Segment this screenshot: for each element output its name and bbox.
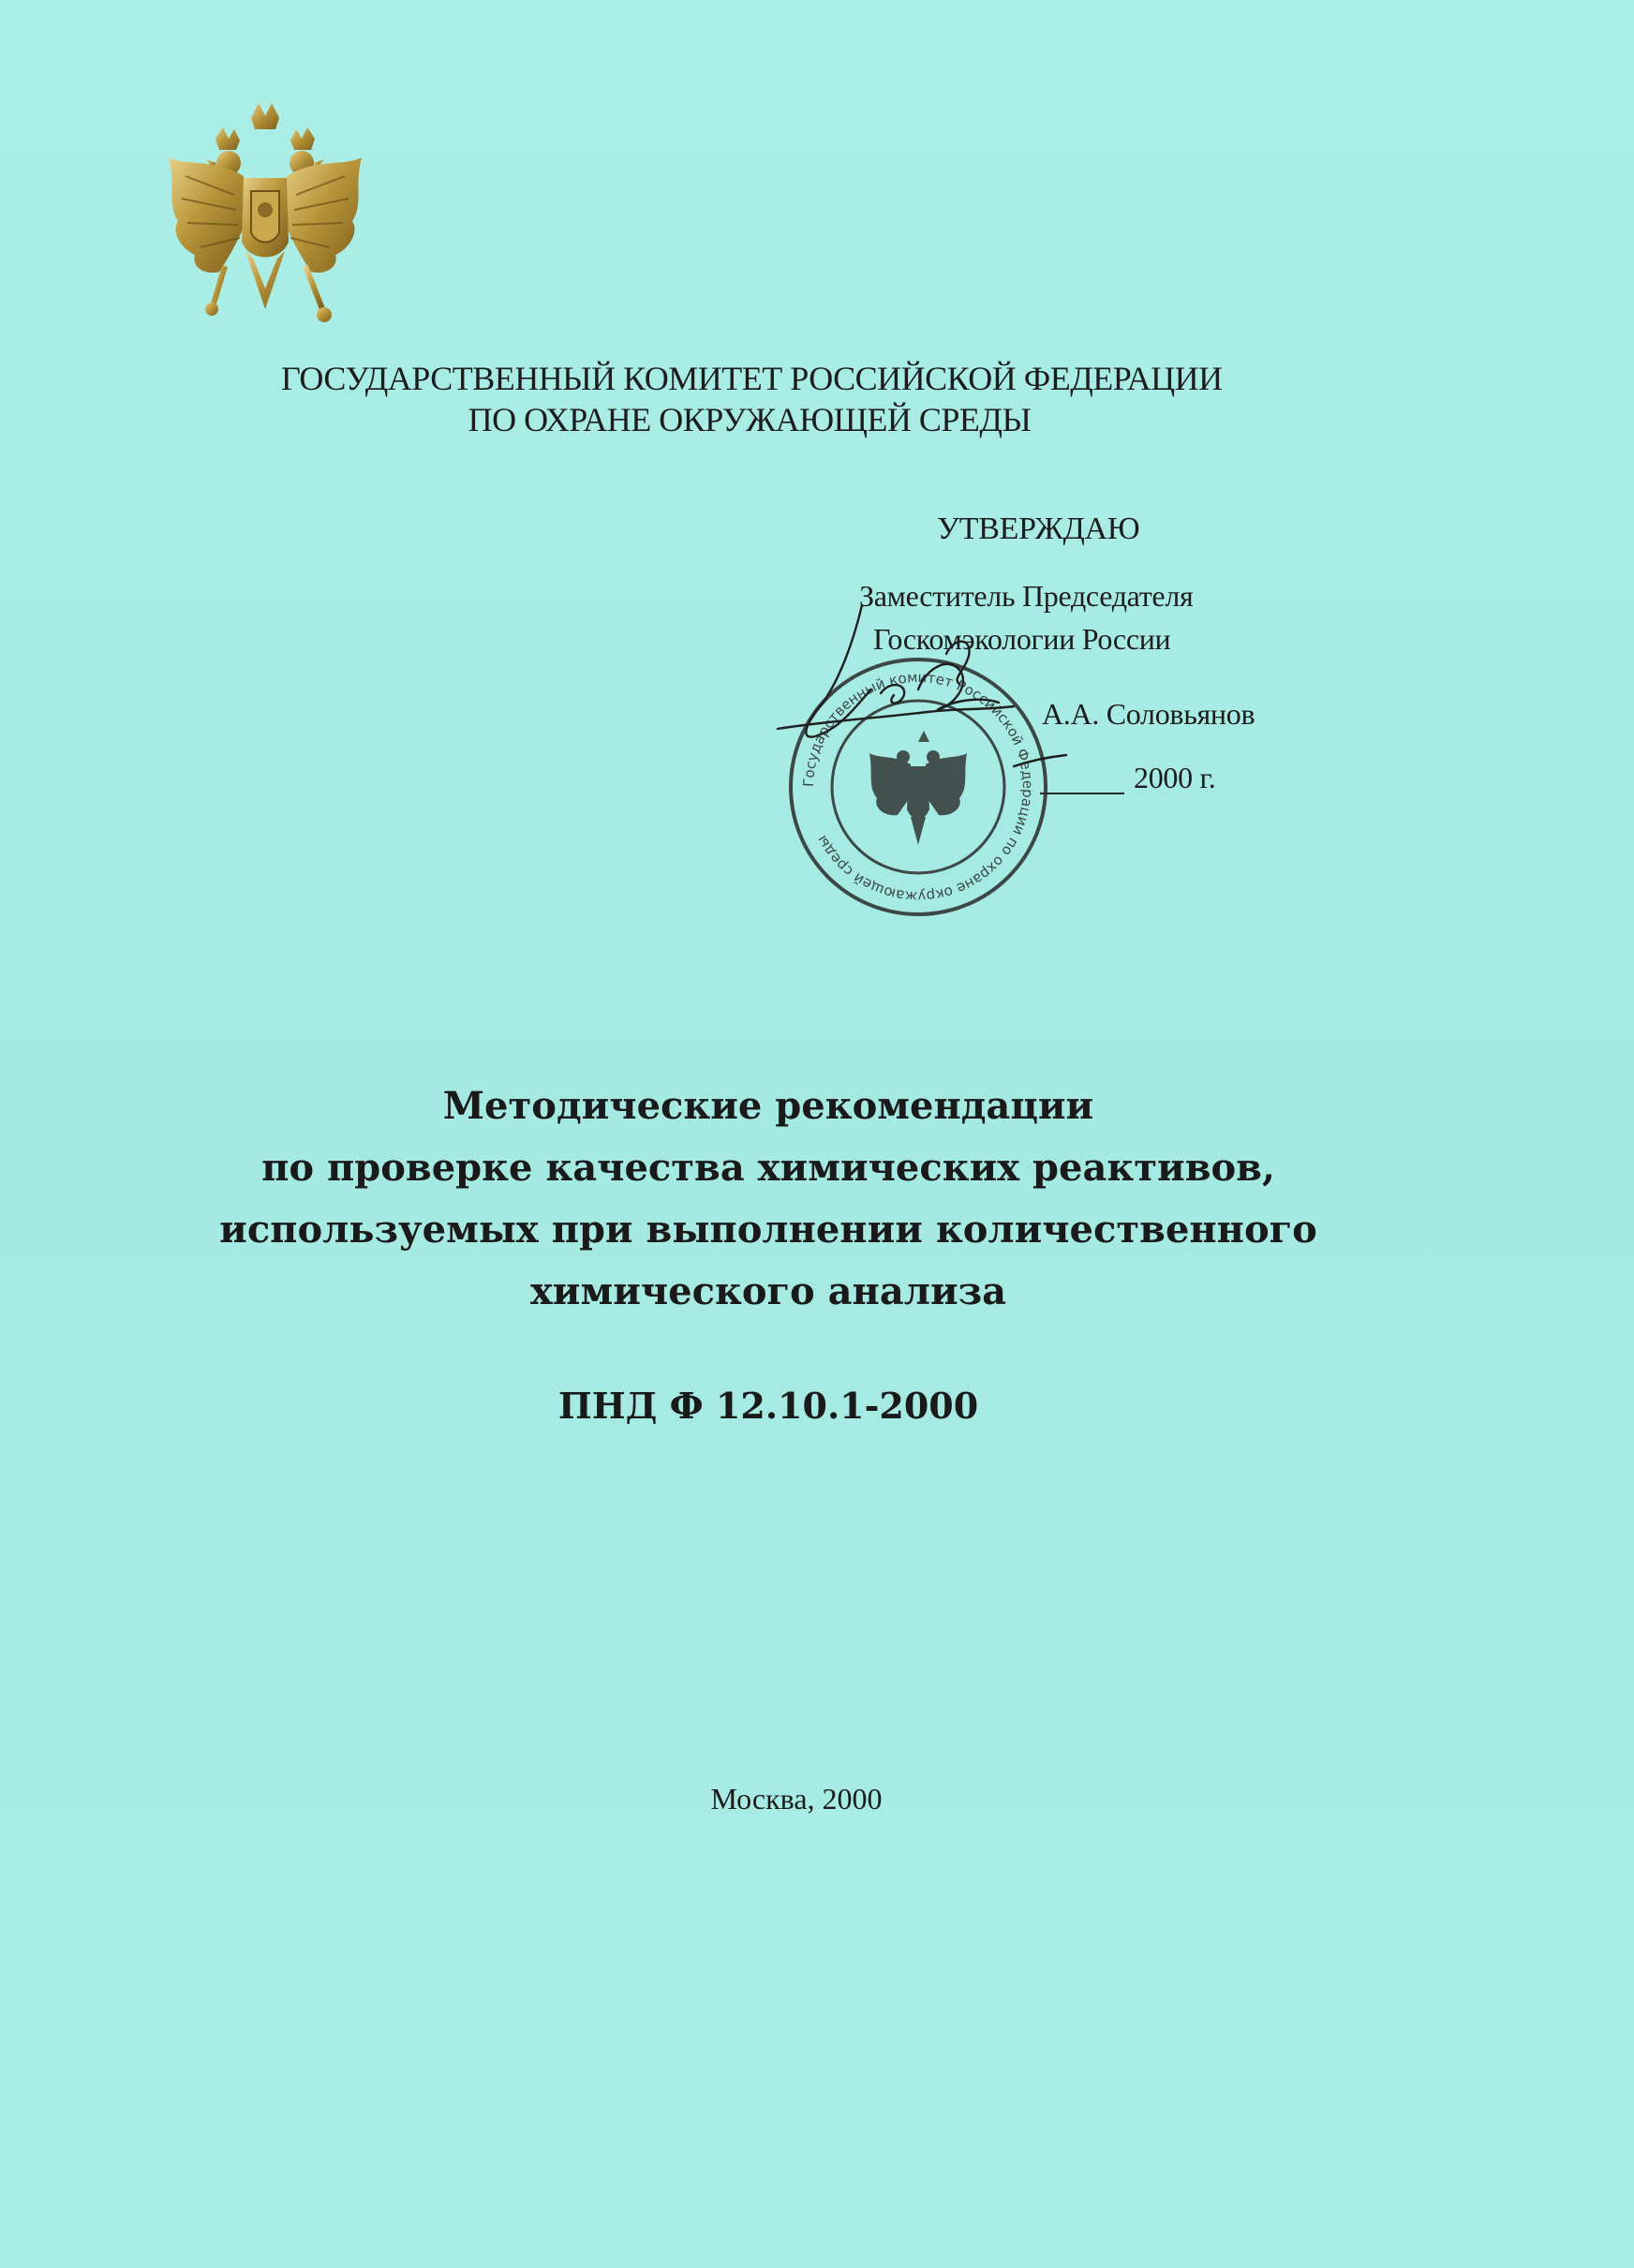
document-title-line-4: химического анализа	[529, 1269, 1007, 1313]
organization-name	[281, 358, 1223, 440]
handwritten-signature	[768, 600, 1068, 787]
coat-of-arms-emblem	[157, 101, 373, 324]
approver-position-line-1: Заместитель Председателя	[859, 579, 1194, 613]
approval-year: 2000 г.	[1134, 761, 1216, 794]
publication-place-year: Москва, 2000	[710, 1782, 883, 1816]
document-title-line-3: используемых при выполнении количественного	[219, 1208, 1317, 1252]
stamp-ring-text: Государственный комитет Российской Федерации по охране окружающей среды	[799, 668, 1037, 906]
document-code: ПНД Ф 12.10.1-2000	[557, 1385, 979, 1427]
approver-position-line-2: Госкомэкологии России	[873, 622, 1171, 656]
document-title	[187, 1075, 1349, 1323]
organization-line-2: ПО ОХРАНЕ ОКРУЖАЮЩЕЙ СРЕДЫ	[468, 401, 1032, 438]
document-title-line-2: по проверке качества химических реактивов,	[261, 1146, 1275, 1190]
organization-line-1: ГОСУДАРСТВЕННЫЙ КОМИТЕТ РОССИЙСКОЙ ФЕДЕРАЦИИ	[281, 360, 1223, 397]
approver-name: А.А. Соловьянов	[1042, 697, 1255, 731]
approval-title: УТВЕРЖДАЮ	[937, 511, 1140, 546]
document-title-line-1: Методические рекомендации	[442, 1084, 1094, 1128]
